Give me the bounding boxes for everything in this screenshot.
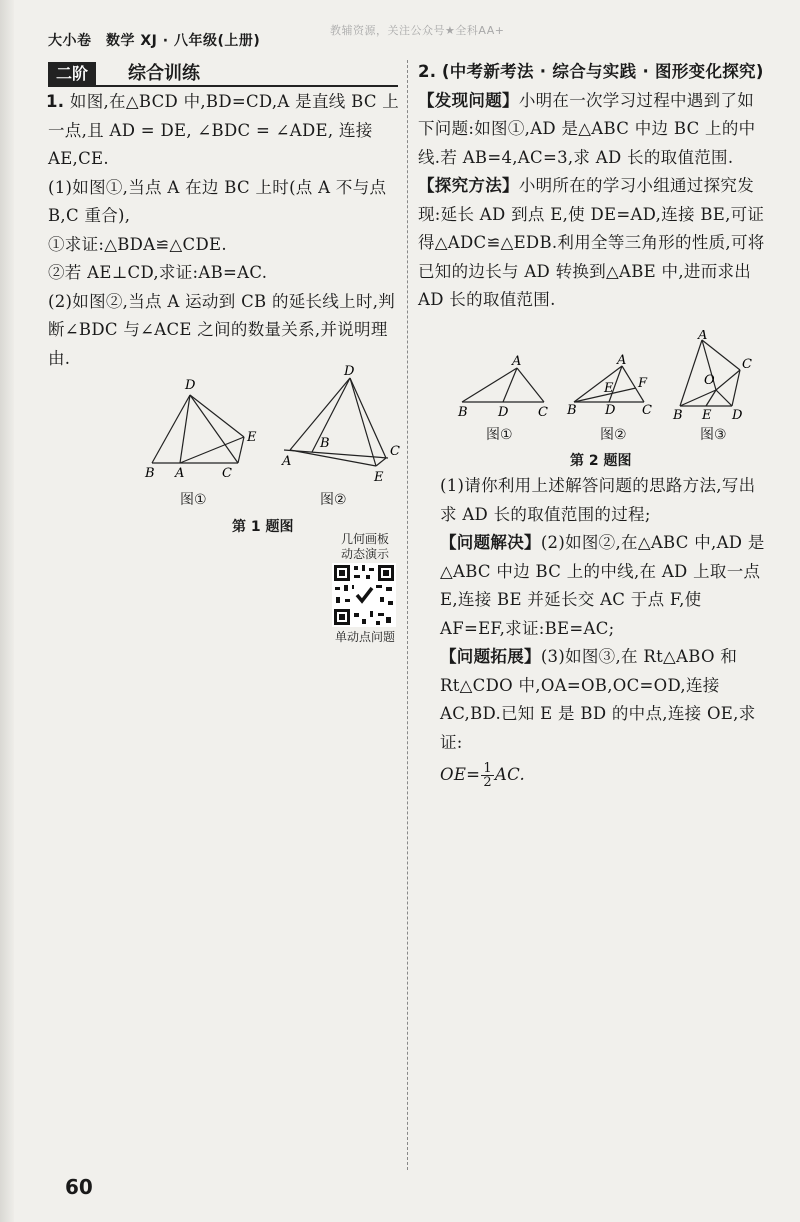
label-B: B	[145, 466, 155, 481]
q2-solve-title: 【问题解决】	[440, 533, 541, 552]
segment-BD	[152, 395, 190, 463]
fraction-denominator: 2	[483, 775, 492, 790]
label-E: E	[374, 470, 384, 485]
q1-part1: (1)如图①,当点 A 在边 BC 上时(点 A 不与点 B,C 重合),	[48, 177, 387, 225]
q2-discover	[418, 87, 770, 173]
q2-heading	[418, 58, 770, 87]
segment-DE	[190, 395, 244, 437]
q1-stem-text: 如图,在△BCD 中,BD=CD,A 是直线 BC 上一点,且 AD = DE, ∠BDC = ∠ADE, 连接 AE,CE.	[48, 92, 400, 168]
label-A: A	[175, 466, 185, 481]
label-E: E	[604, 381, 614, 396]
qr-label-line2: 动态演示	[340, 547, 389, 561]
q1-fig2-caption: 图②	[320, 492, 347, 508]
label-C: C	[642, 403, 652, 418]
q2-solve	[440, 529, 770, 643]
label-C: C	[222, 466, 232, 481]
label-D: D	[185, 378, 196, 393]
column-divider	[407, 60, 408, 1170]
segment-CD	[190, 395, 238, 463]
q2-figure-1	[452, 352, 562, 422]
label-A: A	[617, 353, 627, 368]
label-E: E	[247, 430, 257, 445]
segment-AE	[290, 450, 376, 466]
q2-fig3-caption: 图③	[700, 427, 727, 443]
segment-CE	[238, 437, 244, 463]
q2-number: 2.	[418, 62, 437, 81]
label-D: D	[344, 364, 355, 379]
segment-CE	[376, 458, 386, 466]
watermark: 教辅资源，关注公众号★全科AA+	[330, 24, 505, 37]
page-binding-edge	[0, 0, 14, 1222]
page-number: 60	[65, 1175, 93, 1199]
q1-part2: (2)如图②,当点 A 运动到 CB 的延长线上时,判断∠BDC 与∠ACE 之间的数量关系,并说明理由.	[48, 291, 396, 368]
segment-AB	[462, 368, 517, 402]
segment-AD	[180, 395, 190, 463]
q2-method-text: 小明所在的学习小组通过探究发现:延长 AD 到点 E,使 DE=AD,连接 BE,可证得△ADC≌△EDB.利用全等三角形的性质,可将已知的边长与 AD 转换到△ABE 中,进而求出 AD 长的取值范围.	[418, 176, 765, 309]
q2-figure-2	[562, 352, 662, 422]
q2-tag: (中考新考法 · 综合与实践 · 图形变化探究)	[441, 62, 764, 81]
segment-AB	[680, 340, 702, 406]
segment-AC	[702, 340, 740, 370]
segment-AC	[517, 368, 544, 402]
label-B: B	[567, 403, 577, 418]
segment-AD	[503, 368, 517, 402]
label-A: A	[698, 330, 708, 343]
q1-figure-title: 第 1 题图	[232, 519, 294, 535]
q1-number: 1.	[46, 92, 65, 111]
label-C: C	[538, 405, 548, 420]
label-D: D	[605, 403, 616, 418]
q2-method	[418, 172, 770, 315]
q2-extend	[440, 643, 770, 757]
segment-DO	[716, 390, 732, 406]
q2-figure-3	[668, 330, 760, 422]
section-heading	[48, 62, 398, 86]
running-header: 大小卷 数学 XJ · 八年级(上册)	[48, 33, 261, 49]
segment-BD	[312, 378, 350, 452]
label-A: A	[512, 354, 522, 369]
formula-left: OE=	[440, 765, 481, 784]
q2-solve-text: (2)如图②,在△ABC 中,AD 是△ABC 中边 BC 上的中线,在 AD 上取一点 E,连接 BE 并延长交 AC 于点 F,使 AF=EF,求证:BE=AC;	[440, 533, 765, 638]
fraction-numerator: 1	[483, 761, 492, 776]
question-2-parts	[440, 472, 770, 790]
q1-fig1-caption: 图①	[180, 492, 207, 508]
label-B: B	[458, 405, 468, 420]
formula-right: AC.	[494, 765, 525, 784]
q1-figure-1	[140, 375, 270, 485]
q2-discover-title: 【发现问题】	[418, 90, 519, 110]
qr-code[interactable]	[332, 563, 396, 627]
qr-label-line1: 几何画板	[340, 532, 389, 546]
section-underline	[48, 85, 398, 87]
q2-extend-text: (3)如图③,在 Rt△ABO 和 Rt△CDO 中,OA=OB,OC=OD,连接 AC,BD.已知 E 是 BD 的中点,连接 OE,求证:	[440, 647, 756, 752]
q1-stem	[48, 88, 400, 174]
q2-extend-title: 【问题拓展】	[440, 647, 541, 666]
label-F: F	[638, 376, 648, 391]
q2-method-title: 【探究方法】	[418, 176, 519, 195]
section-tag: 二阶	[48, 62, 96, 86]
q2-part1: (1)请你利用上述解答问题的思路方法,写出求 AD 长的取值范围的过程;	[440, 476, 756, 524]
label-D: D	[732, 408, 743, 422]
q2-fig1-caption: 图①	[486, 427, 513, 443]
label-C: C	[742, 357, 752, 372]
q1-part1b: ②若 AE⊥CD,求证:AB=AC.	[48, 263, 268, 282]
label-D: D	[498, 405, 509, 420]
q1-figure-2	[280, 362, 410, 487]
label-B: B	[673, 408, 683, 422]
q2-fig2-caption: 图②	[600, 427, 627, 443]
label-C: C	[390, 444, 400, 459]
label-A: A	[282, 454, 292, 469]
q2-formula	[440, 761, 770, 790]
q2-discover-text: 小明在一次学习过程中遇到了如下问题:如图①,AD 是△ABC 中边 BC 上的中线.若 AB=4,AC=3,求 AD 长的取值范围.	[418, 90, 756, 167]
question-1	[48, 88, 400, 373]
section-title: 综合训练	[128, 63, 200, 84]
segment-DE	[350, 378, 376, 466]
fraction-one-half	[481, 762, 494, 789]
question-2-intro	[418, 58, 770, 315]
segment-CD	[350, 378, 386, 458]
label-B: B	[320, 436, 330, 451]
segment-AE	[180, 437, 244, 463]
qr-label	[330, 532, 400, 562]
label-O: O	[704, 373, 715, 388]
q1-part1a: ①求证:△BDA≌△CDE.	[48, 234, 227, 254]
label-E: E	[702, 408, 712, 422]
qr-caption: 单动点问题	[334, 630, 395, 644]
q2-figure-title: 第 2 题图	[570, 453, 632, 469]
